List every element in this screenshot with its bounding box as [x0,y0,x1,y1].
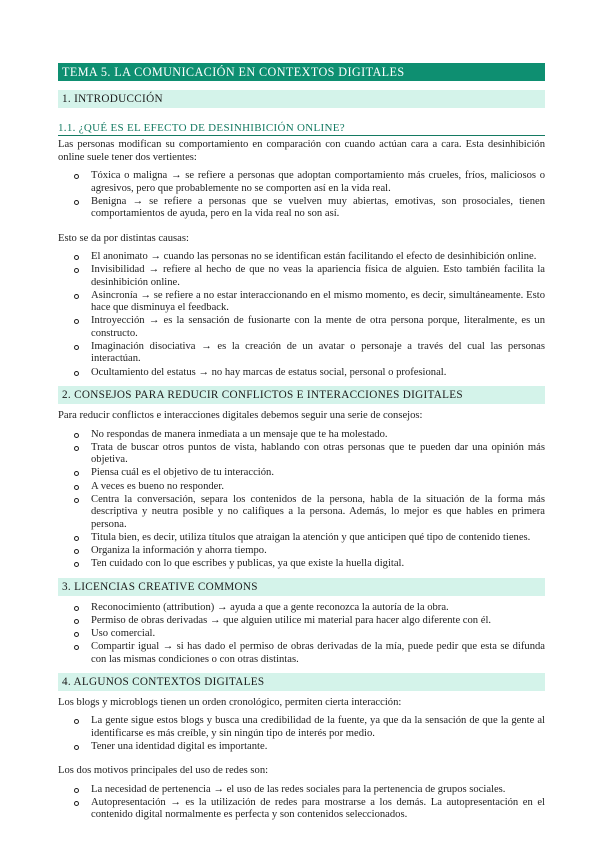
section-heading-licencias: 3. LICENCIAS CREATIVE COMMONS [58,578,545,596]
paragraph: Los blogs y microblogs tienen un orden cronológico, permiten cierta interacción: [58,696,402,708]
bullet-list [58,784,545,822]
list-item: Reconocimiento (attribution) → ayuda a que a gente reconozca la autoría de la obra. [58,602,545,614]
list-item: A veces es bueno no responder. [58,481,545,493]
list-item: La necesidad de pertenencia → el uso de las redes sociales para la pertenencia de grupos sociales. [58,784,545,796]
section-heading-consejos: 2. CONSEJOS PARA REDUCIR CONFLICTOS E INTERACCIONES DIGITALES [58,386,545,404]
list-item: Centra la conversación, separa los contenidos de la persona, habla de la situación de la forma más descriptiva y neutra posible y no califiques a la persona. Además, lo mejor es que hables en primera persona. [58,494,545,531]
list-item: Imaginación disociativa → es la creación de un avatar o personaje a través del cual las personas interactúan. [58,341,545,366]
list-item: Piensa cuál es el objetivo de tu interacción. [58,467,545,479]
list-item: La gente sigue estos blogs y busca una credibilidad de la fuente, ya que da la sensación de que la gente al identificarse es más creíble, y sin ningún tipo de interés por medio. [58,715,545,740]
document-page [58,63,545,829]
list-item: Permiso de obras derivadas → que alguien utilice mi material para hacer algo diferente con él. [58,615,545,627]
list-item: Tener una identidad digital es importante. [58,741,545,753]
bullet-list [58,170,545,220]
list-item: Autopresentación → es la utilización de redes para mostrarse a los demás. La autopresentación en el contenido digital normalmente es perfecta y son contenidos seleccionados. [58,797,545,822]
list-item: Invisibilidad → refiere al hecho de que no veas la apariencia física de alguien. Esto también facilita la desinhibición online. [58,264,545,289]
paragraph: Para reducir conflictos e interacciones digitales debemos seguir una serie de consejos: [58,410,423,422]
list-item: Tóxica o maligna → se refiere a personas que adoptan comportamiento más crueles, fríos, maliciosos o agresivos, pero que probablemente no se comporten así en la vida real. [58,170,545,195]
bullet-list [58,251,545,379]
list-item: Compartir igual → si has dado el permiso de obras derivadas de la mía, puede pedir que esta se difunda con las mismas condiciones o con otras distintas. [58,641,545,666]
list-item: Trata de buscar otros puntos de vista, hablando con otras personas que te pueden dar una opinión más objetiva. [58,442,545,467]
list-item: Asincronía → se refiere a no estar interaccionando en el mismo momento, es decir, simultáneamente. Esto hace que disminuya el feedback. [58,290,545,315]
paragraph: Esto se da por distintas causas: [58,232,189,244]
bullet-list [58,602,545,666]
list-item: Benigna → se refiere a personas que se vuelven muy abiertas, emotivas, son prosociales, tienen comportamientos de ayuda, pero en la vida real no son así. [58,196,545,221]
list-item: El anonimato → cuando las personas no se identifican están facilitando el efecto de desinhibición online. [58,251,545,263]
document-title: TEMA 5. LA COMUNICACIÓN EN CONTEXTOS DIGITALES [58,63,545,81]
bullet-list [58,429,545,571]
list-item: No respondas de manera inmediata a un mensaje que te ha molestado. [58,429,545,441]
section-heading-contextos: 4. ALGUNOS CONTEXTOS DIGITALES [58,673,545,691]
paragraph: Las personas modifican su comportamiento en comparación con cuando actúan cara a cara. Esta desinhibición online suele tener dos vertientes: [58,139,545,163]
paragraph: Los dos motivos principales del uso de redes son: [58,765,269,777]
list-item: Uso comercial. [58,628,545,640]
section-heading-introduccion: 1. INTRODUCCIÓN [58,90,545,108]
list-item: Introyección → es la sensación de fusionarte con la mente de otra persona porque, literalmente, es un constructo. [58,315,545,340]
subsection-heading-desinhibicion: 1.1. ¿QUÉ ES EL EFECTO DE DESINHIBICIÓN ONLINE? [58,122,545,136]
list-item: Organiza la información y ahorra tiempo. [58,545,545,557]
list-item: Ten cuidado con lo que escribes y publicas, ya que existe la huella digital. [58,558,545,570]
bullet-list [58,715,545,753]
list-item: Ocultamiento del estatus → no hay marcas de estatus social, personal o profesional. [58,367,545,379]
list-item: Titula bien, es decir, utiliza títulos que atraigan la atención y que anticipen qué tipo de contenido tienes. [58,532,545,544]
